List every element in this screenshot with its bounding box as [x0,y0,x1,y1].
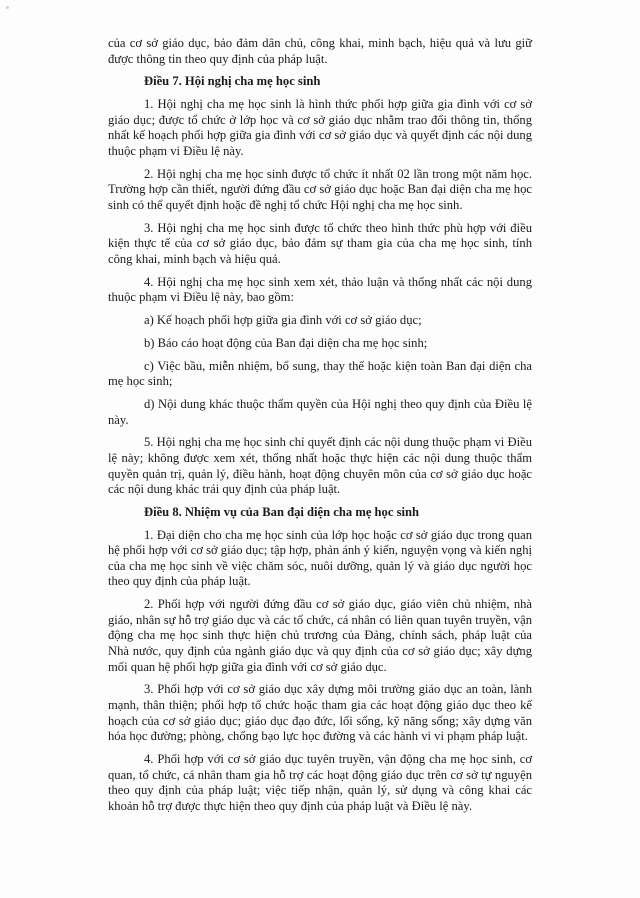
article-7-clause-3: 3. Hội nghị cha mẹ học sinh được tổ chức theo hình thức phù hợp với điều kiện thực tế của cơ sở giáo dục, bảo đảm sự tham gia của cha mẹ học sinh, tính công khai, minh bạch và hiệu quả. [108,220,532,266]
article-7-clause-4-item-c: c) Việc bầu, miễn nhiệm, bổ sung, thay thế hoặc kiện toàn Ban đại diện cha mẹ học sinh; [108,358,532,389]
article-8-clause-3: 3. Phối hợp với cơ sở giáo dục xây dựng môi trường giáo dục an toàn, lành mạnh, thân thiện; phối hợp tổ chức hoặc tham gia các hoạt động giáo dục theo kế hoạch của cơ sở giáo dục; giáo dục đạo đức, lối sống, kỹ năng sống; xây dựng văn hóa học đường; phòng, chống bạo lực học đường và các hành vi vi phạm pháp luật. [108,682,532,744]
article-7-clause-4-item-d: d) Nội dung khác thuộc thẩm quyền của Hội nghị theo quy định của Điều lệ này. [108,396,532,427]
article-8-clause-1: 1. Đại diện cho cha mẹ học sinh của lớp học hoặc cơ sở giáo dục trong quan hệ phối hợp với cơ sở giáo dục; tập hợp, phản ánh ý kiến, nguyện vọng và kiến nghị của cha mẹ học sinh về việc chăm sóc, nuôi dưỡng, quản lý và giáo dục người học theo quy định của pháp luật. [108,527,532,589]
article-7-clause-4-item-b: b) Báo cáo hoạt động của Ban đại diện cha mẹ học sinh; [144,335,428,350]
article-7-clause-4: 4. Hội nghị cha mẹ học sinh xem xét, thảo luận và thống nhất các nội dung thuộc phạm vi Điều lệ này, bao gồm: [108,274,532,305]
article-7-clause-1: 1. Hội nghị cha mẹ học sinh là hình thức phối hợp giữa gia đình với cơ sở giáo dục; được tổ chức ở lớp học và cơ sở giáo dục nhằm trao đổi thông tin, thống nhất kế hoạch phối hợp giữa gia đình với cơ sở giáo dục và quyết định các nội dung thuộc phạm vi Điều lệ này. [108,97,532,158]
article-8-heading: Điều 8. Nhiệm vụ của Ban đại diện cha mẹ học sinh [144,504,420,519]
scan-dot [6,6,9,9]
document-body [108,36,532,822]
article-8-clause-2: 2. Phối hợp với người đứng đầu cơ sở giáo dục, giáo viên chủ nhiệm, nhà giáo, nhân sự hỗ trợ giáo dục và các tổ chức, cá nhân có liên quan tuyên truyền, vận động cha mẹ học sinh thực hiện chủ trương của Đảng, chính sách, pháp luật của Nhà nước, quy định của ngành giáo dục và quy định của cơ sở giáo dục; xây dựng mối quan hệ phối hợp giữa gia đình với cơ sở giáo dục. [108,597,532,674]
article-7-heading: Điều 7. Hội nghị cha mẹ học sinh [144,74,321,89]
article-8-clause-4: 4. Phối hợp với cơ sở giáo dục tuyên truyền, vận động cha mẹ học sinh, cơ quan, tổ chức, cá nhân tham gia hỗ trợ các hoạt động giáo dục trên cơ sở tự nguyện theo quy định của pháp luật; việc tiếp nhận, quản lý, sử dụng và công khai các khoản hỗ trợ được thực hiện theo quy định của pháp luật và Điều lệ này. [108,751,532,813]
article-7-clause-4-item-a: a) Kế hoạch phối hợp giữa gia đình với cơ sở giáo dục; [144,313,422,328]
article-7-clause-5: 5. Hội nghị cha mẹ học sinh chỉ quyết định các nội dung thuộc phạm vi Điều lệ này; không được xem xét, thống nhất hoặc thực hiện các nội dung thuộc thẩm quyền quản trị, quản lý, điều hành, hoạt động chuyên môn của cơ sở giáo dục hoặc các nội dung khác trái quy định của pháp luật. [108,435,532,497]
paragraph-continuation: của cơ sở giáo dục, bảo đảm dân chủ, công khai, minh bạch, hiệu quả và lưu giữ được thông tin theo quy định của pháp luật. [108,36,532,66]
article-7-clause-2: 2. Hội nghị cha mẹ học sinh được tổ chức ít nhất 02 lần trong một năm học. Trường hợp cần thiết, người đứng đầu cơ sở giáo dục hoặc Ban đại diện cha mẹ học sinh có thể quyết định hoặc đề nghị tổ chức Hội nghị cha mẹ học sinh. [108,166,532,212]
